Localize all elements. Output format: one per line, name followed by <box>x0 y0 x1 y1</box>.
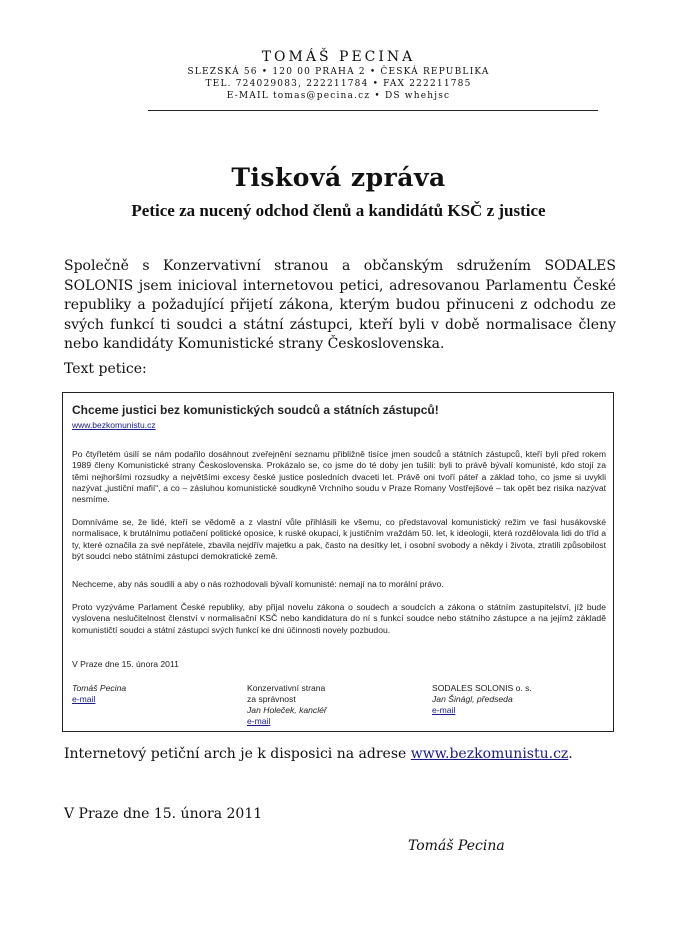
petition-paragraph-1: Po čtyřletém úsilí se nám podařilo dosáhnout zveřejnění seznamu přibližně tisíce jmen soudců a státních zástupců, kteří byli před rokem 1989 členy Komunistické strany Československa. Prokázalo se, co jsme do té doby jen tušili: byli to právě bývalí komunisté, kdo stojí za těmi nejhoršími rozsudky a největšími excesy české justice posledních dvaceti let. Právě oni tvoří páteř a základ toho, co jsme si uvykli nazývat „justiční mafií“, a co – zásluhou komunistické soudkyně Vrchního soudu v Praze Romany Vostřejšové – tak opět bez risika nazývat nesmíme. <box>72 449 606 505</box>
signatory-email-link[interactable]: e-mail <box>432 705 456 715</box>
place-date: V Praze dne 15. února 2011 <box>64 806 263 822</box>
signatory-email-link[interactable]: e-mail <box>72 694 96 704</box>
petition-text-label: Text petice: <box>64 361 147 377</box>
letterhead-contact: E-MAIL tomas@pecina.cz • DS whehjsc <box>226 91 451 101</box>
signature: Tomáš Pecina <box>408 838 505 854</box>
signatory-org: Konzervativní strana <box>247 683 326 693</box>
letterhead-address: SLEZSKÁ 56 • 120 00 PRAHA 2 • ČESKÁ REPUBLIKA <box>187 67 490 77</box>
petition-paragraph-2: Domníváme se, že lidé, kteří se vědomě a z vlastní vůle přihlásili ke všemu, co představoval komunistický režim ve fasi husákovské normalisace, k brutálnímu potlačení politické oposice, k ruské okupaci, k justičním vraždám 50. let, k ideologii, která rozdělovala lidi do tříd a ty, které označila za své nepřátele, zbavila nejdřív majetku a pak, často na desítky let, i osobní svobody a někdy i života, ztratili způsobilost být soudci nebo státními zástupci demokratické země. <box>72 517 606 561</box>
petition-link[interactable]: www.bezkomunistu.cz <box>72 420 156 430</box>
letterhead-name: TOMÁŠ PECINA <box>261 49 416 65</box>
petition-paragraph-4: Proto vyzýváme Parlament České republiky, aby přijal novelu zákona o soudech a soudcích a zákona o státním zastupitelství, jíž bude vyslovena neslučitelnost členství v normalisační KSČ nebo kandidatura do ní s funkcí soudce nebo státního zástupce a na jejímž základě komunističtí soudci a státní zástupci svých funkcí ke dni účinnosti novely pozbudou. <box>72 602 606 635</box>
petition-paragraph-3: Nechceme, aby nás soudili a aby o nás rozhodovali bývalí komunisté: nemají na to morální právo. <box>72 579 444 589</box>
letterhead-divider <box>148 110 598 111</box>
signatory-email-link[interactable]: e-mail <box>247 716 271 726</box>
intro-paragraph: Společně s Konzervativní stranou a občanským sdružením SODALES SOLONIS jsem inicioval internetovou petici, adresovanou Parlamentu České republiky a požadující přijetí zákona, kterým budou přinuceni z odchodu ze svých funkcí ti soudci a státní zástupci, kteří byli v době normalisace členy nebo kandidáty Komunistické strany Československa. <box>64 258 616 352</box>
signatory-sodales-solonis <box>432 683 532 716</box>
letterhead-phone: TEL. 724029083, 222211784 • FAX 222211785 <box>205 79 472 89</box>
signatory-konzervativni-strana <box>247 683 327 727</box>
document-subtitle: Petice za nucený odchod členů a kandidátů KSČ z justice <box>131 201 546 220</box>
signatory-name: Tomáš Pecina <box>72 683 127 693</box>
signatory-org: SODALES SOLONIS o. s. <box>432 683 532 693</box>
signatory-role: za správnost <box>247 694 296 704</box>
petition-sheet-note <box>64 746 573 762</box>
petition-sheet-suffix: . <box>568 746 573 762</box>
signatory-pecina <box>72 683 126 705</box>
document-title: Tisková zpráva <box>231 163 446 192</box>
petition-box <box>62 392 614 732</box>
petition-sheet-link[interactable]: www.bezkomunistu.cz <box>410 746 569 762</box>
signatory-name: Jan Holeček, kancléř <box>247 705 327 715</box>
petition-sheet-text: Internetový petiční arch je k disposici na adrese <box>64 746 411 762</box>
letterhead <box>0 48 677 102</box>
petition-date: V Praze dne 15. února 2011 <box>72 659 179 669</box>
petition-heading: Chceme justici bez komunistických soudců a státních zástupců! <box>72 403 439 417</box>
signatory-name: Jan Šinágl, předseda <box>432 694 513 704</box>
